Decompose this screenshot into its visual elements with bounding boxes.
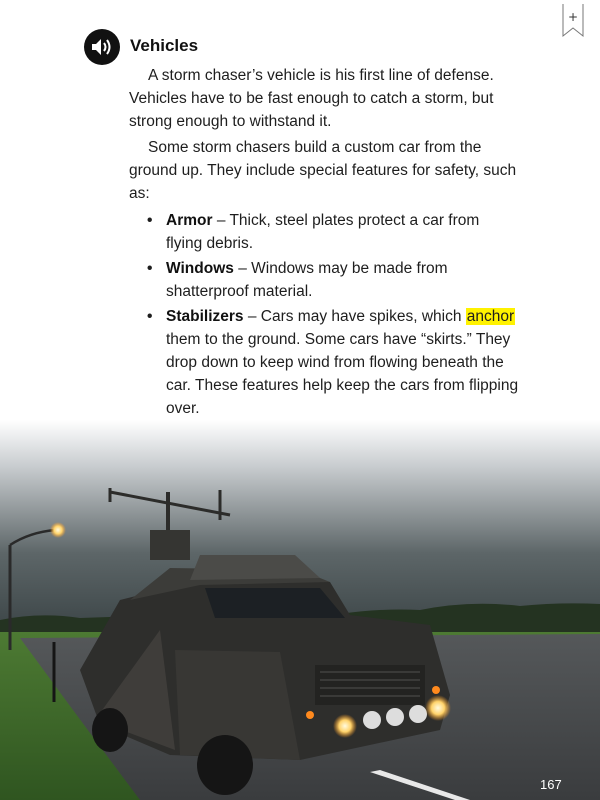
page-number: 167 xyxy=(540,777,562,792)
highlighted-word-anchor[interactable]: anchor xyxy=(466,308,515,325)
paragraph-custom-cars: Some storm chasers build a custom car from the ground up. They include special features for safety, such as: xyxy=(129,139,517,202)
definition-stabilizers-end: them to the ground. Some cars have “skirts.” They drop down to keep wind from flowing beneath the car. These features help keep the cars from flipping over. xyxy=(166,331,519,417)
definition-armor: – Thick, steel plates protect a car from flying debris. xyxy=(166,212,480,252)
audio-play-button[interactable] xyxy=(84,29,120,65)
list-item-stabilizers xyxy=(129,305,519,420)
term-stabilizers: Stabilizers xyxy=(166,308,244,325)
article-body xyxy=(129,64,519,473)
bookmark-tab[interactable] xyxy=(562,4,584,38)
paragraph-intro: A storm chaser’s vehicle is his first line of defense. Vehicles have to be fast enough to catch a storm, but strong enough to withstand it. xyxy=(129,67,494,130)
features-list xyxy=(129,209,519,420)
section-heading: Vehicles xyxy=(130,36,199,55)
bookmark-plus-icon: + xyxy=(567,10,579,24)
definition-stabilizers-start: – Cars may have spikes, which xyxy=(243,308,466,325)
list-item-armor xyxy=(129,209,519,255)
bullet-icon: • xyxy=(147,260,153,277)
speaker-icon xyxy=(91,37,113,57)
term-armor: Armor xyxy=(166,212,213,229)
bullet-icon: • xyxy=(147,308,153,325)
definition-windows: – Windows may be made from shatterproof material. xyxy=(166,260,448,300)
list-item-windows xyxy=(129,257,519,303)
bullet-icon: • xyxy=(147,212,153,229)
term-windows: Windows xyxy=(166,260,234,277)
storm-vehicle-photo xyxy=(0,420,600,800)
